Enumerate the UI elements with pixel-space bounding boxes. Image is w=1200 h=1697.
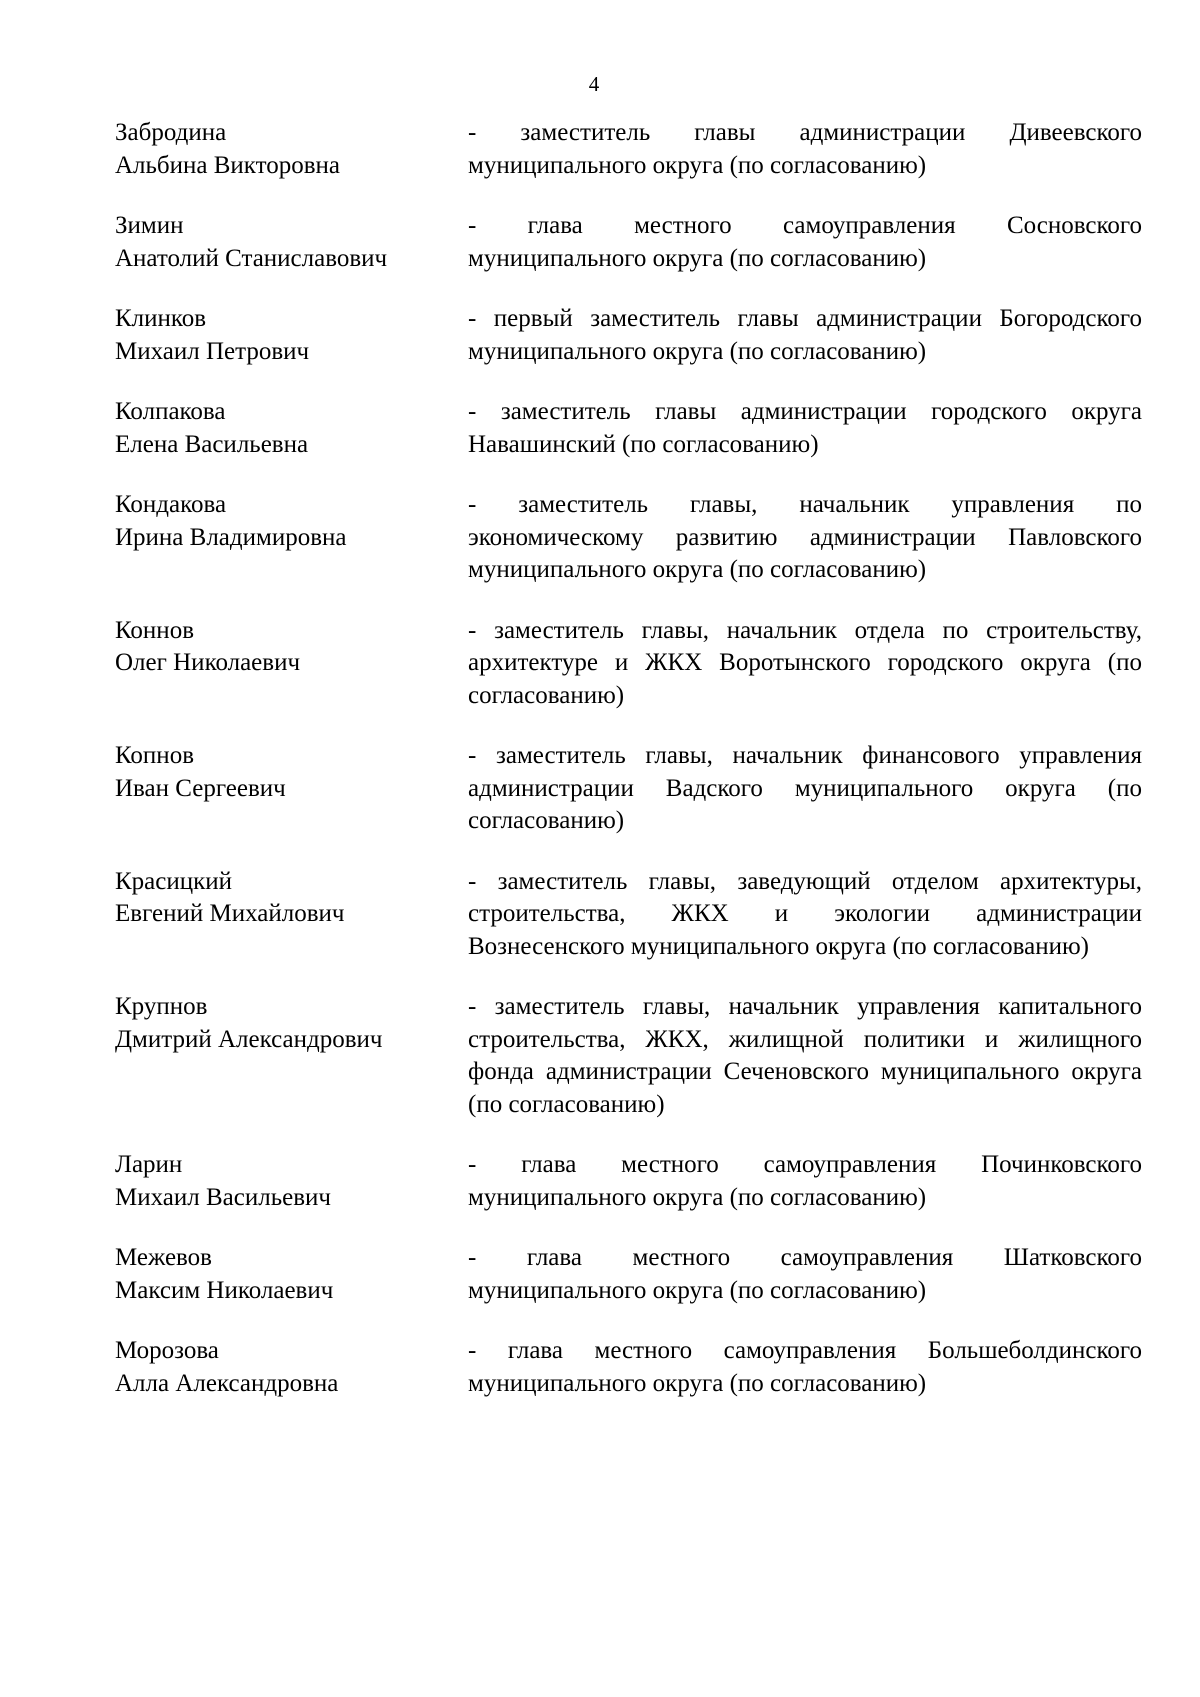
member-surname: Колпакова bbox=[115, 398, 226, 425]
member-given-name: Алла Александровна bbox=[115, 1369, 339, 1397]
member-given-name: Анатолий Станиславович bbox=[115, 244, 388, 272]
member-name bbox=[115, 991, 455, 1056]
member-name bbox=[115, 117, 455, 182]
member-given-name: Дмитрий Александрович bbox=[115, 1025, 383, 1053]
members-list bbox=[0, 117, 1200, 1428]
list-item bbox=[0, 396, 1200, 461]
member-role: - глава местного самоуправления Большеболдинского муниципального округа (по согласованию) bbox=[468, 1337, 1142, 1397]
member-role: - заместитель главы, начальник управления капитального строительства, ЖКХ, жилищной политики и жилищного фонда администрации Сеченовского муниципального округа (по согласованию) bbox=[468, 993, 1142, 1118]
member-role: - заместитель главы, начальник отдела по строительству, архитектуре и ЖКХ Воротынского городского округа (по согласованию) bbox=[468, 616, 1142, 709]
member-role: - глава местного самоуправления Шатковского муниципального округа (по согласованию) bbox=[468, 1244, 1142, 1304]
member-surname: Кондакова bbox=[115, 491, 227, 518]
member-role: - заместитель главы администрации Дивеевского муниципального округа (по согласованию) bbox=[468, 119, 1142, 179]
member-surname: Забродина bbox=[115, 119, 227, 146]
member-surname: Копнов bbox=[115, 742, 194, 769]
member-role: - глава местного самоуправления Сосновского муниципального округа (по согласованию) bbox=[468, 212, 1142, 272]
list-item bbox=[0, 1242, 1200, 1307]
list-item bbox=[0, 615, 1200, 713]
member-surname: Зимин bbox=[115, 212, 184, 239]
member-role: - заместитель главы, начальник управления по экономическому развитию администрации Павловского муниципального округа (по согласованию) bbox=[468, 491, 1142, 583]
member-surname: Морозова bbox=[115, 1337, 219, 1364]
member-name bbox=[115, 210, 455, 275]
list-item bbox=[0, 117, 1200, 182]
member-name bbox=[115, 1242, 455, 1307]
member-given-name: Михаил Васильевич bbox=[115, 1183, 331, 1211]
member-given-name: Иван Сергеевич bbox=[115, 774, 286, 802]
member-name bbox=[115, 303, 455, 368]
member-given-name: Альбина Викторовна bbox=[115, 151, 340, 179]
member-given-name: Олег Николаевич bbox=[115, 649, 301, 676]
member-given-name: Елена Васильевна bbox=[115, 430, 309, 458]
list-item bbox=[0, 866, 1200, 964]
member-surname: Красицкий bbox=[115, 867, 233, 895]
list-item bbox=[0, 991, 1200, 1121]
member-given-name: Евгений Михайлович bbox=[115, 900, 345, 927]
member-name bbox=[115, 1335, 455, 1400]
list-item bbox=[0, 1335, 1200, 1400]
list-item bbox=[0, 1149, 1200, 1214]
page-number: 4 bbox=[588, 72, 600, 96]
member-role: - глава местного самоуправления Починковского муниципального округа (по согласованию) bbox=[468, 1151, 1142, 1211]
member-surname: Крупнов bbox=[115, 993, 208, 1020]
member-surname: Межевов bbox=[115, 1244, 212, 1271]
member-name bbox=[115, 615, 455, 680]
list-item bbox=[0, 740, 1200, 838]
member-given-name: Максим Николаевич bbox=[115, 1276, 334, 1304]
member-surname: Ларин bbox=[115, 1151, 183, 1178]
member-name bbox=[115, 396, 455, 461]
member-role: - заместитель главы, заведующий отделом архитектуры, строительства, ЖКХ и экологии администрации Вознесенского муниципального округа (по согласованию) bbox=[468, 867, 1142, 960]
member-role: - заместитель главы администрации городского округа Навашинский (по согласованию) bbox=[468, 398, 1142, 458]
member-surname: Коннов bbox=[115, 616, 194, 644]
member-name bbox=[115, 866, 455, 931]
member-given-name: Михаил Петрович bbox=[115, 337, 310, 365]
member-name bbox=[115, 740, 455, 805]
member-name bbox=[115, 1149, 455, 1214]
member-surname: Клинков bbox=[115, 305, 207, 332]
list-item bbox=[0, 303, 1200, 368]
list-item bbox=[0, 489, 1200, 587]
member-role: - заместитель главы, начальник финансового управления администрации Вадского муниципального округа (по согласованию) bbox=[468, 742, 1142, 834]
member-name bbox=[115, 489, 455, 554]
member-given-name: Ирина Владимировна bbox=[115, 523, 347, 551]
list-item bbox=[0, 210, 1200, 275]
member-role: - первый заместитель главы администрации Богородского муниципального округа (по согласованию) bbox=[468, 305, 1142, 365]
